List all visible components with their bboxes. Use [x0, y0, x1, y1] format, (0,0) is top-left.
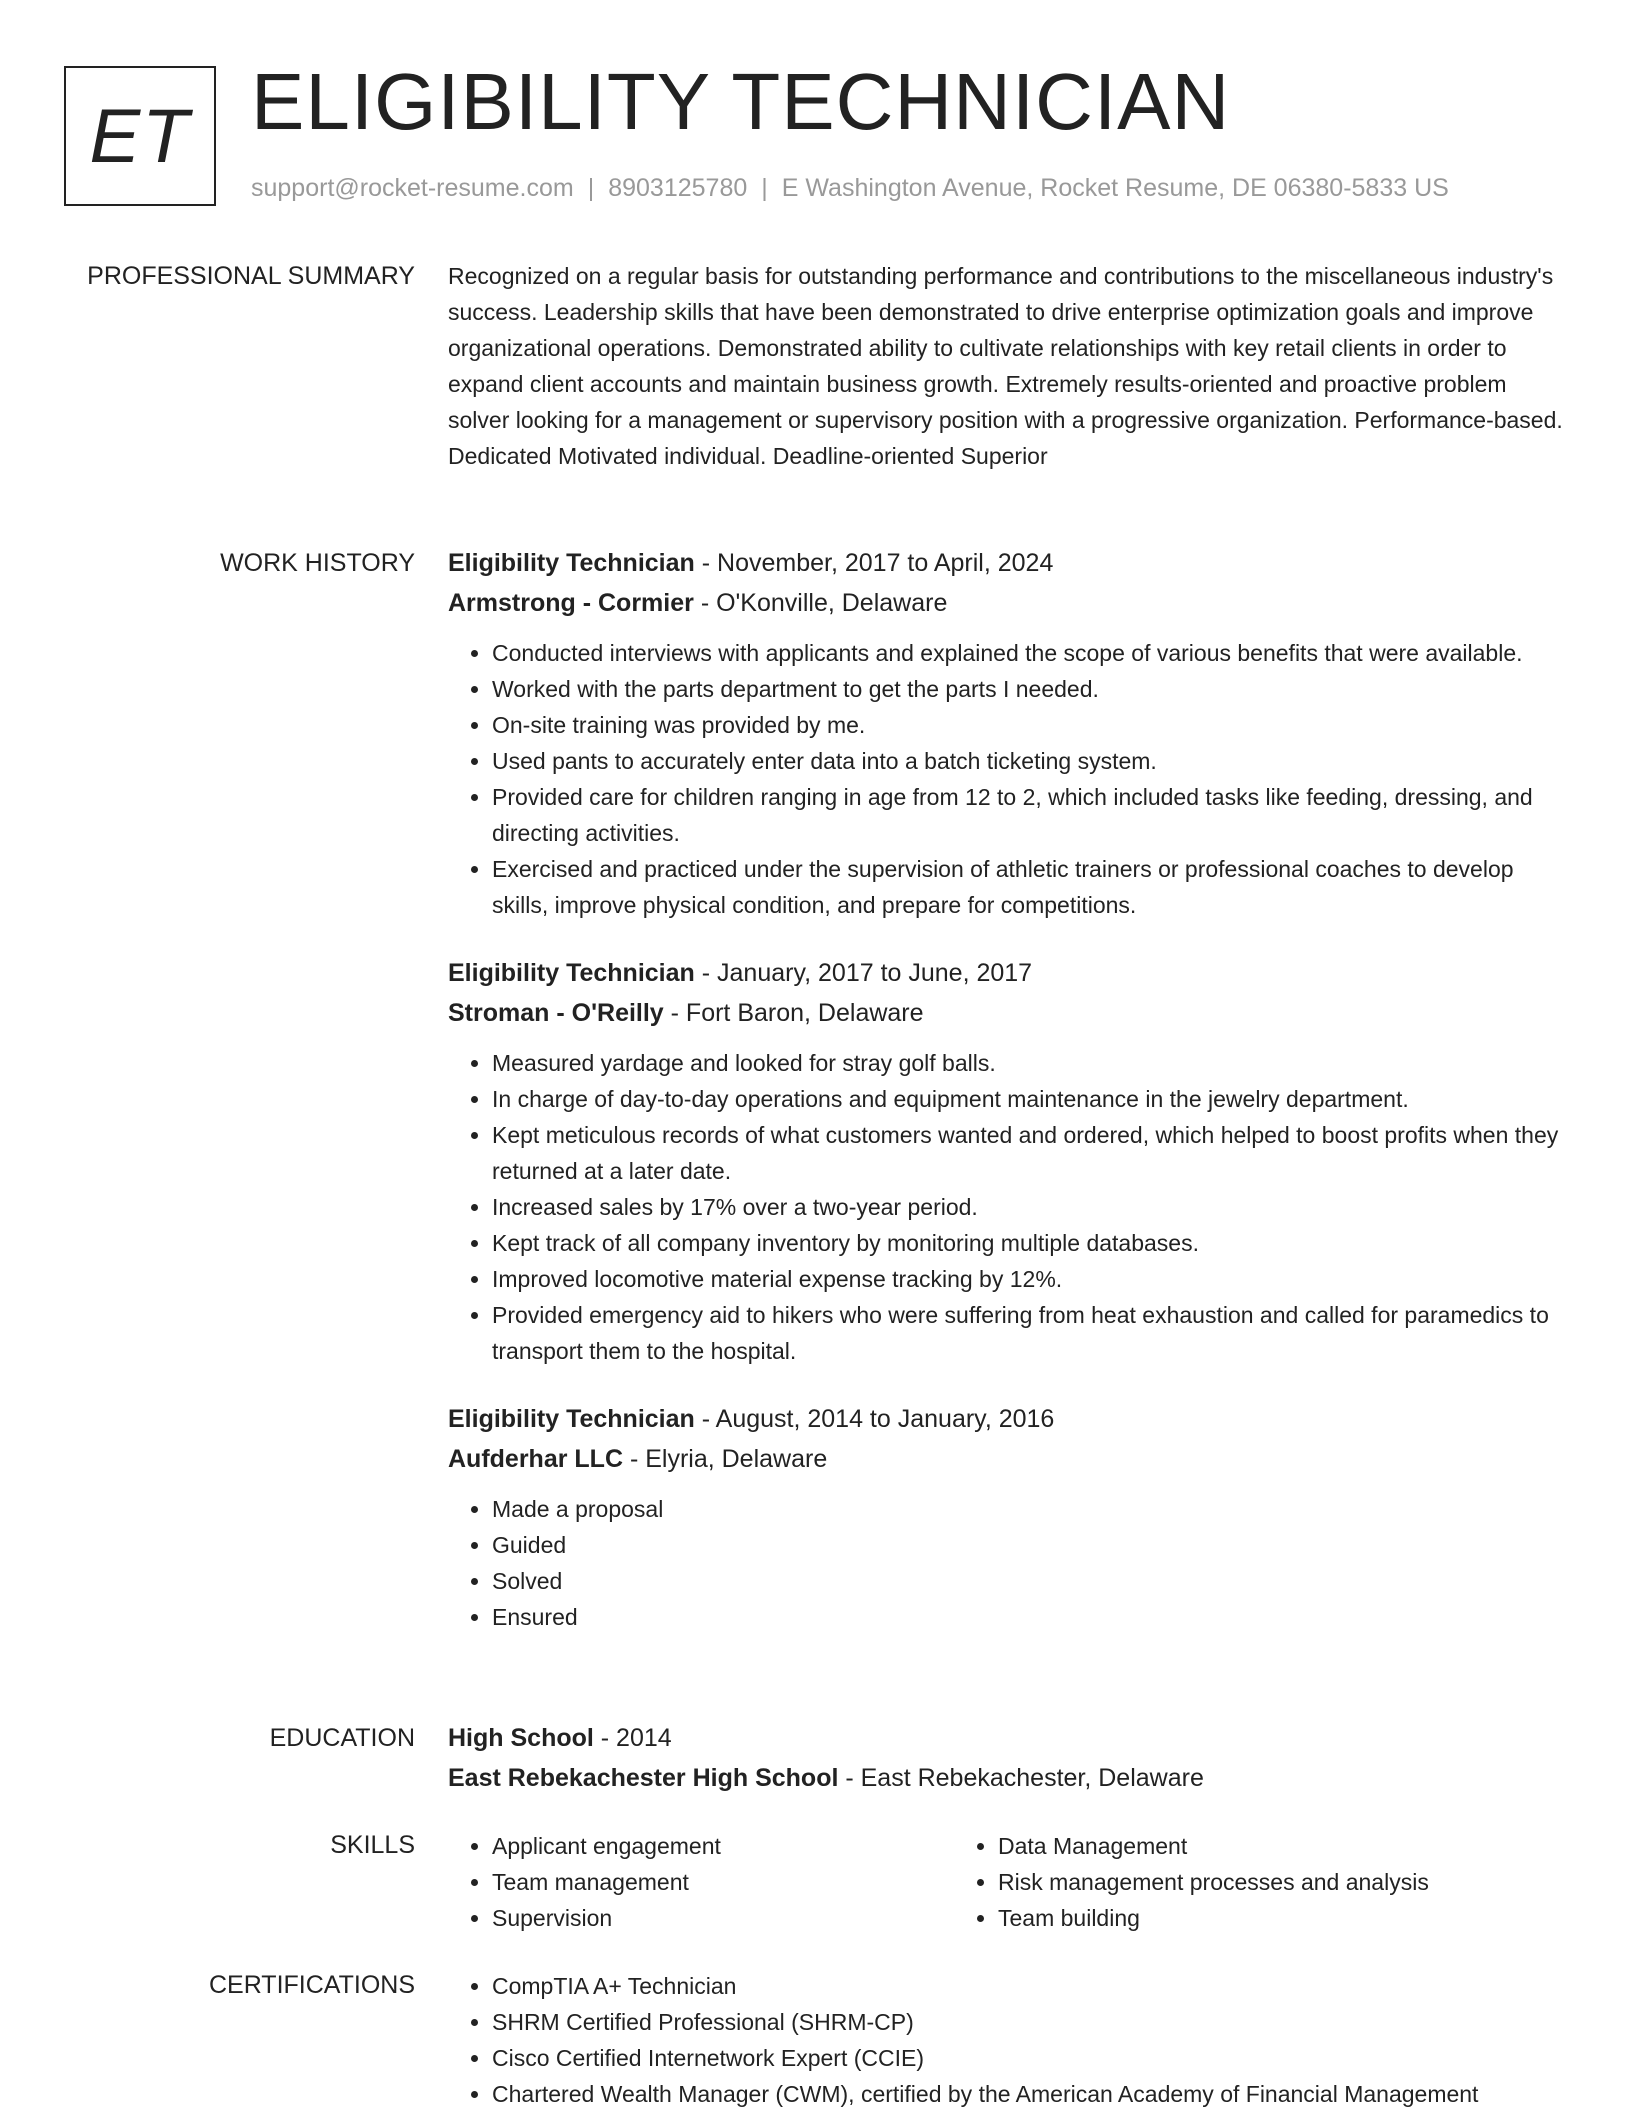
skill-item: • Data Management [998, 1828, 1460, 1864]
section-title-certifications: CERTIFICATIONS [208, 1971, 415, 1999]
skill-item: • Applicant engagement [492, 1828, 954, 1864]
job-company: Aufderhar LLC [448, 1445, 623, 1473]
skills-list-left [448, 1828, 954, 1936]
job-bullet: • Kept meticulous records of what customers wanted and ordered, which helped to boost profits when they returned at a later date. [492, 1117, 1573, 1189]
job-role: Eligibility Technician [448, 549, 695, 577]
skills-grid [448, 1828, 1573, 1936]
section-title-summary: PROFESSIONAL SUMMARY [87, 262, 415, 290]
job-bullets [448, 1045, 1573, 1369]
skill-item: • Supervision [492, 1900, 954, 1936]
education-degree: High School [448, 1724, 594, 1752]
job-company: Armstrong - Cormier [448, 589, 694, 617]
skills-list-right [954, 1828, 1460, 1936]
job-bullet: • Measured yardage and looked for stray golf balls. [492, 1045, 1573, 1081]
contact-separator: | [761, 174, 768, 202]
skill-item: • Risk management processes and analysis [998, 1864, 1460, 1900]
summary-body [448, 258, 1573, 474]
education-year: - 2014 [593, 1724, 672, 1752]
job-company-line [448, 1439, 1573, 1479]
job-dates: - January, 2017 to June, 2017 [694, 959, 1033, 987]
job-bullet: • In charge of day-to-day operations and equipment maintenance in the jewelry department. [492, 1081, 1573, 1117]
skill-item: • Team management [492, 1864, 954, 1900]
education-degree-line [448, 1718, 1573, 1758]
education-body [448, 1718, 1573, 1798]
job-bullet: • On-site training was provided by me. [492, 707, 1573, 743]
resume-title: ELIGIBILITY TECHNICIAN [251, 57, 1231, 146]
certification-item: • SHRM Certified Professional (SHRM-CP) [492, 2004, 1573, 2040]
job-bullets [448, 635, 1573, 923]
job-title-line [448, 953, 1573, 993]
contact-address: E Washington Avenue, Rocket Resume, DE 06380-5833 US [781, 174, 1449, 202]
education-school: East Rebekachester High School [448, 1764, 839, 1792]
job-bullet: • Made a proposal [492, 1491, 1573, 1527]
job-location: - Fort Baron, Delaware [663, 999, 924, 1027]
certifications-body [448, 1968, 1573, 2112]
contact-phone[interactable]: 8903125780 [608, 174, 748, 202]
job-bullet: • Provided care for children ranging in age from 12 to 2, which included tasks like feeding, dressing, and directing activities. [492, 779, 1573, 851]
job-company-line [448, 583, 1573, 623]
job-bullet: • Increased sales by 17% over a two-year period. [492, 1189, 1573, 1225]
contact-email[interactable]: support@rocket-resume.com [251, 174, 574, 202]
certification-item: • Cisco Certified Internetwork Expert (CCIE) [492, 2040, 1573, 2076]
job-dates: - August, 2014 to January, 2016 [694, 1405, 1055, 1433]
job-bullet: • Worked with the parts department to get the parts I needed. [492, 671, 1573, 707]
certification-item: • Chartered Wealth Manager (CWM), certified by the American Academy of Financial Management [492, 2076, 1573, 2112]
monogram-logo: ET [64, 66, 216, 206]
job-bullet: • Conducted interviews with applicants and explained the scope of various benefits that were available. [492, 635, 1573, 671]
skill-item: • Team building [998, 1900, 1460, 1936]
work-history-body [448, 543, 1573, 1665]
job-bullet: • Guided [492, 1527, 1573, 1563]
job-location: - O'Konville, Delaware [693, 589, 948, 617]
skills-body [448, 1828, 1573, 1936]
job-bullet: • Solved [492, 1563, 1573, 1599]
job-title-line [448, 543, 1573, 583]
job-dates: - November, 2017 to April, 2024 [694, 549, 1054, 577]
job-company-line [448, 993, 1573, 1033]
contact-line [251, 174, 1449, 203]
job-title-line [448, 1399, 1573, 1439]
job-bullet: • Ensured [492, 1599, 1573, 1635]
job-role: Eligibility Technician [448, 1405, 695, 1433]
job-bullet: • Used pants to accurately enter data into a batch ticketing system. [492, 743, 1573, 779]
job-role: Eligibility Technician [448, 959, 695, 987]
job-bullet: • Kept track of all company inventory by monitoring multiple databases. [492, 1225, 1573, 1261]
job-bullets [448, 1491, 1573, 1635]
job-company: Stroman - O'Reilly [448, 999, 664, 1027]
section-title-work-history: WORK HISTORY [220, 549, 415, 577]
job-entry [448, 543, 1573, 923]
job-entry [448, 953, 1573, 1369]
section-title-education: EDUCATION [269, 1724, 415, 1752]
job-entry [448, 1399, 1573, 1635]
job-bullet: • Exercised and practiced under the supervision of athletic trainers or professional coaches to develop skills, improve physical condition, and prepare for competitions. [492, 851, 1573, 923]
contact-separator: | [587, 174, 595, 202]
education-school-line [448, 1758, 1573, 1798]
section-title-skills: SKILLS [330, 1831, 415, 1859]
job-bullet: • Improved locomotive material expense tracking by 12%. [492, 1261, 1573, 1297]
job-location: - Elyria, Delaware [623, 1445, 828, 1473]
summary-text: Recognized on a regular basis for outstanding performance and contributions to the miscellaneous industry's success. Leadership skills that have been demonstrated to drive enterprise optimization goals and improve organizational operations. Demonstrated ability to cultivate relationships with key retail clients in order to expand client accounts and maintain business growth. Extremely results-oriented and proactive problem solver looking for a management or supervisory position with a progressive organization. Performance-based. Dedicated Motivated individual. Deadline-oriented Superior [448, 263, 1563, 469]
education-location: - East Rebekachester, Delaware [838, 1764, 1204, 1792]
certifications-list [448, 1968, 1573, 2112]
certification-item: • CompTIA A+ Technician [492, 1968, 1573, 2004]
job-bullet: • Provided emergency aid to hikers who were suffering from heat exhaustion and called for paramedics to transport them to the hospital. [492, 1297, 1573, 1369]
